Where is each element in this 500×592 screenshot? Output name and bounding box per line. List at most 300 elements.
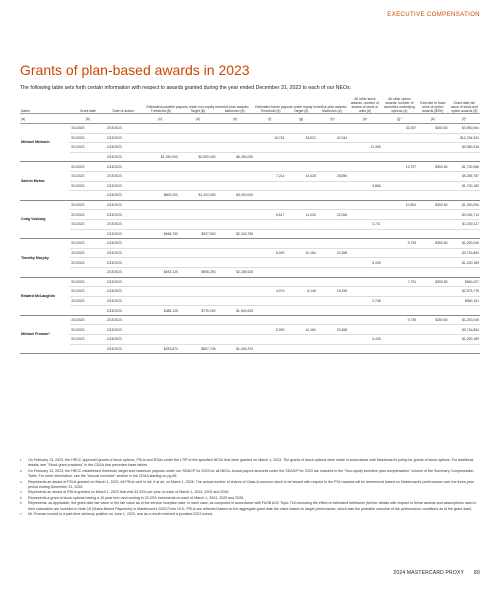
- table-cell: $388,125: [141, 306, 179, 316]
- table-cell: [179, 200, 217, 210]
- table-cell: [216, 248, 254, 258]
- table-cell: [348, 287, 381, 297]
- table-row: [20, 344, 480, 354]
- table-cell: 2/13/2023: [106, 315, 142, 325]
- table-cell: $776,250: [179, 306, 217, 316]
- table-cell: [179, 287, 217, 297]
- footnote-number: 4: [20, 490, 22, 495]
- table-cell: $1,250,000: [141, 152, 179, 162]
- table-cell: [254, 315, 285, 325]
- table-cell: [382, 344, 418, 354]
- table-cell: 28,856: [317, 171, 348, 181]
- table-cell: $3,950,064: [449, 124, 480, 134]
- table-cell: 2/13/2023: [106, 229, 142, 239]
- table-cell: $353.50: [417, 277, 448, 287]
- table-cell: [254, 191, 285, 201]
- table-cell: 14,428: [285, 171, 316, 181]
- table-row: [20, 152, 480, 162]
- table-cell: 3/1/2023: [70, 315, 106, 325]
- table-cell: [348, 248, 381, 258]
- col-stock-awards: All other stock awards: number of shares of stock or units (#): [348, 97, 381, 114]
- table-cell: [348, 210, 381, 220]
- header-row: [20, 97, 480, 114]
- table-cell: $353.50: [417, 200, 448, 210]
- table-cell: [348, 267, 381, 277]
- table-cell: 9,739: [382, 239, 418, 249]
- table-cell: [141, 277, 179, 287]
- table-cell: [254, 181, 285, 191]
- table-cell: [254, 258, 285, 268]
- table-cell: $1,700,066: [449, 162, 480, 172]
- table-cell: [348, 152, 381, 162]
- table-cell: $3,716,854: [449, 325, 480, 335]
- table-row: [20, 181, 480, 191]
- table-cell: [141, 133, 179, 143]
- table-cell: 16,761: [254, 133, 285, 143]
- table-cell: [70, 152, 106, 162]
- table-cell: 3/1/2023: [70, 296, 106, 306]
- letter-h: (h): [317, 114, 348, 124]
- table-cell: [348, 239, 381, 249]
- table-cell: 2/13/2023: [106, 210, 142, 220]
- table-cell: [317, 191, 348, 201]
- table-cell: [449, 344, 480, 354]
- table-cell: [179, 133, 217, 143]
- table-cell: $2,973,776: [449, 287, 480, 297]
- letter-f: (f): [254, 114, 285, 124]
- footnote-number: 1: [20, 458, 22, 462]
- table-cell: 5,092: [254, 325, 285, 335]
- table-cell: [348, 133, 381, 143]
- table-cell: 10,184: [285, 248, 316, 258]
- table-cell: 3/1/2023: [70, 210, 106, 220]
- table-cell: [216, 171, 254, 181]
- table-cell: [285, 277, 316, 287]
- table-cell: [382, 143, 418, 153]
- table-cell: [285, 306, 316, 316]
- table-cell: [216, 335, 254, 345]
- footnotes: [20, 458, 480, 517]
- table-cell: [179, 325, 217, 335]
- table-cell: [254, 162, 285, 172]
- footnote-number: 5: [20, 495, 22, 500]
- table-body: [20, 124, 480, 354]
- table-cell: [216, 181, 254, 191]
- table-cell: [179, 277, 217, 287]
- table-cell: [179, 315, 217, 325]
- table-cell: [216, 133, 254, 143]
- footnote-text: Represents, as applicable, the grant date fair value or the fair value as of the service inception date, in each case, as computed in accordance with FASB ASC Topic 718 excluding the effect of estimated forfeitures (further details with respect to these awards and assumptions used in their calculation are included in Note 18 (Share-Based Payments) in Mastercard's 2023 Form 10-K. PSUs are reflected based on the aggregate grant date fair value based on target performance, which was the probable outcome of the performance conditions as of the grant date).: [28, 501, 477, 511]
- table-cell: 3/1/2023: [70, 219, 106, 229]
- table-cell: 32,057: [382, 124, 418, 134]
- table-cell: 3/1/2023: [70, 143, 106, 153]
- table-cell: $600,000: [141, 191, 179, 201]
- table-cell: 2/13/2023: [106, 277, 142, 287]
- table-cell: [317, 181, 348, 191]
- table-cell: [141, 239, 179, 249]
- table-row: [20, 219, 480, 229]
- table-cell: [285, 162, 316, 172]
- table-cell: 10,184: [285, 325, 316, 335]
- table-cell: [254, 267, 285, 277]
- letter-g: (g): [285, 114, 316, 124]
- table-row: [20, 315, 480, 325]
- table-cell: [141, 219, 179, 229]
- table-cell: [141, 258, 179, 268]
- table-cell: [382, 171, 418, 181]
- table-row: [20, 133, 480, 143]
- letters-row: [20, 114, 480, 124]
- table-cell: [285, 229, 316, 239]
- executive-name: Edward McLaughlin: [20, 277, 70, 315]
- table-cell: [216, 315, 254, 325]
- table-cell: 5,092: [254, 248, 285, 258]
- col-target-shares: Target (#): [293, 109, 309, 113]
- table-cell: [254, 124, 285, 134]
- table-row: [20, 210, 480, 220]
- table-cell: 2/13/2023: [106, 219, 142, 229]
- col-maximum-shares: Maximum (#): [321, 109, 342, 113]
- executive-name: Sachin Mehra: [20, 162, 70, 200]
- table-cell: [348, 306, 381, 316]
- table-cell: [254, 143, 285, 153]
- table-cell: [179, 258, 217, 268]
- table-cell: [179, 335, 217, 345]
- col-exercise-price: Exercise or base price of option awards ($/Sh): [417, 97, 448, 114]
- table-cell: [317, 124, 348, 134]
- table-cell: [70, 229, 106, 239]
- table-cell: [317, 143, 348, 153]
- table-cell: $1,200,189: [449, 258, 480, 268]
- table-cell: [382, 210, 418, 220]
- table-cell: [449, 306, 480, 316]
- footnote: [20, 458, 480, 469]
- table-cell: [179, 124, 217, 134]
- table-cell: [216, 325, 254, 335]
- table-cell: [317, 258, 348, 268]
- table-cell: [285, 239, 316, 249]
- section-label: EXECUTIVE COMPENSATION: [387, 12, 480, 18]
- table-cell: $6,250,000: [216, 152, 254, 162]
- table-cell: 67,044: [317, 133, 348, 143]
- table-cell: $353.50: [417, 239, 448, 249]
- table-cell: 3/1/2023: [70, 258, 106, 268]
- table-cell: [179, 239, 217, 249]
- table-cell: 2/13/2023: [106, 200, 142, 210]
- footnote-number: 7: [20, 512, 22, 517]
- table-cell: [317, 277, 348, 287]
- grants-table-container: [20, 97, 480, 354]
- table-cell: 7,214: [254, 171, 285, 181]
- table-cell: 2/13/2023: [106, 258, 142, 268]
- table-cell: [179, 210, 217, 220]
- table-cell: [254, 335, 285, 345]
- table-cell: [449, 152, 480, 162]
- intro-text: The following table sets forth certain information with respect to awards granted during the year ended December 31, 2023 to each of our NEOs:: [20, 85, 352, 91]
- table-cell: [417, 143, 448, 153]
- table-cell: [141, 210, 179, 220]
- table-cell: $960,151: [449, 296, 480, 306]
- col-threshold-shares: Threshold (#): [260, 109, 281, 113]
- table-cell: 2,748: [348, 296, 381, 306]
- table-cell: 2/13/2023: [106, 133, 142, 143]
- table-cell: [417, 267, 448, 277]
- table-cell: 3/1/2023: [70, 335, 106, 345]
- table-cell: [382, 325, 418, 335]
- footnote-text: Mr. Froman moved to a part-time advisory position on June 1, 2023, and as a result received a prorated 2023 bonus.: [28, 512, 214, 517]
- col-name: Name: [20, 97, 70, 114]
- letter-l: (l)⁵: [449, 114, 480, 124]
- table-cell: [216, 258, 254, 268]
- table-cell: $468,750: [141, 229, 179, 239]
- table-cell: [285, 124, 316, 134]
- table-cell: [141, 143, 179, 153]
- table-cell: 11,033: [285, 210, 316, 220]
- table-cell: 2/13/2023: [106, 306, 142, 316]
- table-cell: $12,234,524: [449, 133, 480, 143]
- table-cell: [254, 277, 285, 287]
- table-cell: 9,739: [382, 315, 418, 325]
- table-cell: [141, 315, 179, 325]
- table-cell: [317, 239, 348, 249]
- table-row: [20, 306, 480, 316]
- table-cell: 16,296: [317, 287, 348, 297]
- table-cell: [417, 152, 448, 162]
- table-cell: [141, 171, 179, 181]
- executive-name: Timothy Murphy: [20, 239, 70, 277]
- table-cell: [70, 191, 106, 201]
- table-cell: $937,500: [179, 229, 217, 239]
- table-cell: 3/1/2023: [70, 325, 106, 335]
- table-row: [20, 229, 480, 239]
- table-cell: [141, 325, 179, 335]
- table-cell: [179, 219, 217, 229]
- table-cell: 13,797: [382, 162, 418, 172]
- table-cell: [317, 306, 348, 316]
- table-cell: [317, 267, 348, 277]
- table-cell: $2,500,000: [179, 152, 217, 162]
- table-cell: [254, 152, 285, 162]
- table-cell: [382, 248, 418, 258]
- table-cell: [141, 287, 179, 297]
- table-cell: 11,306: [348, 143, 381, 153]
- table-cell: 3/1/2023: [70, 287, 106, 297]
- table-cell: [254, 219, 285, 229]
- table-cell: [285, 315, 316, 325]
- table-cell: $2,343,750: [216, 229, 254, 239]
- page-footer: [393, 570, 480, 576]
- table-cell: [417, 210, 448, 220]
- table-cell: 2/13/2023: [106, 296, 142, 306]
- table-row: [20, 296, 480, 306]
- table-cell: $1,269,370: [216, 344, 254, 354]
- table-cell: [179, 143, 217, 153]
- table-cell: 10,551: [382, 200, 418, 210]
- table-cell: [141, 248, 179, 258]
- table-cell: [141, 296, 179, 306]
- table-cell: 3/1/2023: [70, 239, 106, 249]
- table-cell: 3/1/2023: [70, 171, 106, 181]
- table-row: [20, 258, 480, 268]
- group-non-equity-label: Estimated possible payouts under non-equity incentive plan awards¹: [146, 105, 249, 109]
- page-number: 89: [474, 570, 480, 576]
- table-cell: [382, 267, 418, 277]
- table-cell: [382, 181, 418, 191]
- table-cell: 2/13/2023: [106, 287, 142, 297]
- table-cell: 4,866: [348, 181, 381, 191]
- table-cell: [449, 191, 480, 201]
- footnote-text: On February 13, 2023, the HRCC established threshold, target and maximum payouts under our SEAICP for 2023 for all NEOs. Actual payout amounts under the SEAICP for 2023 are included in the "Non-equity incentive plan compensation" column of the Summary Compensation Table. For more information, see the "Annual incentive" section in the CD&A starting on pg 68.: [28, 468, 474, 479]
- table-cell: [348, 325, 381, 335]
- table-cell: [417, 306, 448, 316]
- table-cell: [285, 219, 316, 229]
- table-cell: 2/13/2023: [106, 162, 142, 172]
- table-row: [20, 124, 480, 134]
- table-cell: [216, 200, 254, 210]
- table-cell: [254, 229, 285, 239]
- col-date-of-action: Date of action²: [106, 97, 142, 114]
- table-cell: [141, 124, 179, 134]
- letter-blank: [106, 114, 142, 124]
- table-cell: [179, 181, 217, 191]
- table-row: [20, 200, 480, 210]
- table-cell: [216, 287, 254, 297]
- table-row: [20, 143, 480, 153]
- table-cell: [216, 162, 254, 172]
- table-cell: $5,265,787: [449, 171, 480, 181]
- table-cell: 20,368: [317, 325, 348, 335]
- table-cell: 2/13/2023: [106, 248, 142, 258]
- footnote-number: 6: [20, 501, 22, 506]
- table-cell: [141, 335, 179, 345]
- table-cell: [417, 219, 448, 229]
- table-row: [20, 325, 480, 335]
- table-cell: [285, 191, 316, 201]
- table-cell: [141, 200, 179, 210]
- table-cell: [141, 181, 179, 191]
- letter-a: (a): [20, 114, 70, 124]
- table-cell: [382, 219, 418, 229]
- table-cell: 2/13/2023: [106, 239, 142, 249]
- table-row: [20, 171, 480, 181]
- table-cell: $507,748: [179, 344, 217, 354]
- table-cell: $253,874: [141, 344, 179, 354]
- table-cell: [216, 143, 254, 153]
- table-cell: $4,026,714: [449, 210, 480, 220]
- table-cell: [348, 200, 381, 210]
- table-cell: $1,200,040: [449, 239, 480, 249]
- table-cell: 5,517: [254, 210, 285, 220]
- table-cell: [216, 239, 254, 249]
- table-cell: 3/1/2023: [70, 162, 106, 172]
- table-cell: [216, 219, 254, 229]
- table-row: [20, 287, 480, 297]
- table-cell: [382, 296, 418, 306]
- table-cell: 3/1/2023: [70, 200, 106, 210]
- table-row: [20, 239, 480, 249]
- table-cell: [317, 200, 348, 210]
- col-maximum-usd: Maximum ($): [224, 109, 245, 113]
- footnote-text: On February 13, 2023, the HRCC approved grants of stock options, PSUs and RSUs under the LTIP to the specified NEOs that were granted on March 1, 2023. The grants of stock options were made in accordance with Mastercard's policy for grants of stock options. For additional details, see "Stock grant practices" in the CD&A that precedes these tables.: [28, 458, 474, 468]
- table-cell: $1,700,180: [449, 181, 480, 191]
- table-cell: $1,300,117: [449, 219, 480, 229]
- table-cell: $1,200,189: [449, 335, 480, 345]
- table-row: [20, 267, 480, 277]
- col-threshold-usd: Threshold ($): [150, 109, 171, 113]
- table-cell: $3,000,000: [216, 191, 254, 201]
- table-cell: 2/13/2023: [106, 191, 142, 201]
- table-cell: [285, 181, 316, 191]
- table-row: [20, 191, 480, 201]
- letter-i: (i)³: [348, 114, 381, 124]
- table-cell: 2/13/2023: [106, 171, 142, 181]
- table-cell: [216, 296, 254, 306]
- table-cell: [317, 344, 348, 354]
- table-cell: [348, 171, 381, 181]
- table-cell: [254, 239, 285, 249]
- table-head: [20, 97, 480, 124]
- table-cell: [449, 267, 480, 277]
- table-cell: [382, 133, 418, 143]
- group-equity: [254, 97, 348, 114]
- footnote-number: 2: [20, 468, 22, 473]
- table-cell: $1,200,000: [179, 191, 217, 201]
- table-cell: [348, 191, 381, 201]
- table-cell: 3/1/2023: [70, 248, 106, 258]
- table-cell: [417, 335, 448, 345]
- footnote: [20, 501, 480, 512]
- table-cell: [216, 210, 254, 220]
- table-cell: [417, 229, 448, 239]
- table-cell: 2/13/2023: [106, 267, 142, 277]
- table-cell: $353.50: [417, 315, 448, 325]
- table-cell: 3,435: [348, 335, 381, 345]
- table-cell: [285, 258, 316, 268]
- col-option-awards: All other option awards: number of securities underlying options (#): [382, 97, 418, 114]
- table-cell: $1,200,040: [449, 315, 480, 325]
- table-cell: [285, 335, 316, 345]
- table-cell: $906,250: [179, 267, 217, 277]
- table-row: [20, 248, 480, 258]
- table-cell: 3,721: [348, 219, 381, 229]
- table-cell: [70, 306, 106, 316]
- footnote: [20, 480, 480, 491]
- table-cell: [285, 344, 316, 354]
- footnote: [20, 512, 480, 517]
- table-cell: 3/1/2023: [70, 124, 106, 134]
- table-cell: [417, 287, 448, 297]
- table-cell: $1,940,625: [216, 306, 254, 316]
- table-cell: $353.50: [417, 124, 448, 134]
- table-cell: 2/13/2023: [106, 344, 142, 354]
- table-cell: [382, 306, 418, 316]
- executive-name: Craig Vosburg: [20, 200, 70, 238]
- table-cell: [417, 344, 448, 354]
- letter-c: (c): [141, 114, 179, 124]
- table-cell: [254, 306, 285, 316]
- table-cell: $1,300,094: [449, 200, 480, 210]
- table-cell: [417, 296, 448, 306]
- table-cell: [317, 152, 348, 162]
- table-cell: [216, 277, 254, 287]
- table-cell: 3,435: [348, 258, 381, 268]
- letter-j: (j)⁴: [382, 114, 418, 124]
- table-cell: [317, 296, 348, 306]
- table-cell: [417, 133, 448, 143]
- table-cell: [348, 229, 381, 239]
- table-cell: 8,148: [285, 287, 316, 297]
- table-cell: 22,066: [317, 210, 348, 220]
